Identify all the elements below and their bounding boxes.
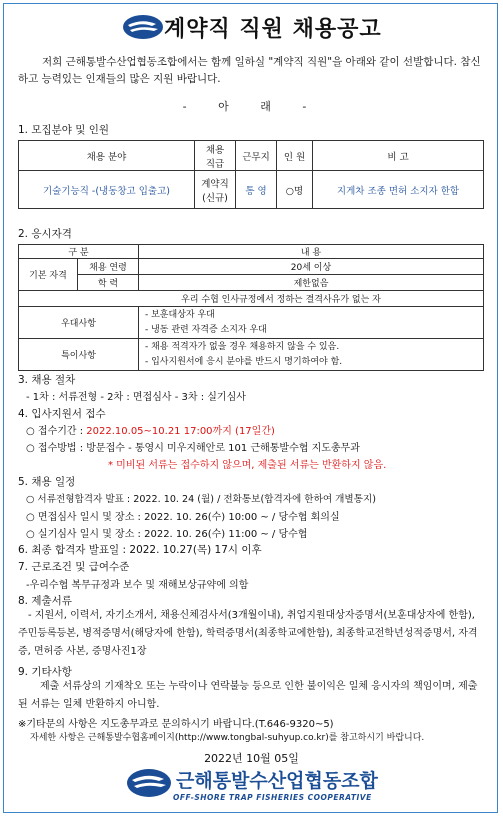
conditions-line: -우리수협 복무규정과 보수 및 재해보상규약에 의함 bbox=[26, 580, 249, 591]
pref-label: 우대사항 bbox=[19, 307, 139, 339]
edu-label: 학 력 bbox=[78, 275, 139, 291]
age-label: 채용 연령 bbox=[78, 259, 139, 275]
section-6-title: 6. 최종 합격자 발표일 : 2022. 10.27(목) 17시 이후 bbox=[18, 544, 262, 556]
section-9-title: 9. 기타사항 bbox=[18, 666, 72, 678]
fish-logo-icon bbox=[122, 14, 164, 40]
period-value: 2022.10.05~10.21 17:00까지 (17일간) bbox=[86, 426, 275, 437]
website-line: 자세한 사항은 근해통발수협홈페이지(http://www.tongbal-suhyup.co.kr)를 참고하시기 바랍니다. bbox=[30, 733, 425, 743]
title-row bbox=[4, 8, 499, 46]
header-naeyong: 내 용 bbox=[139, 245, 484, 259]
header-note: 비 고 bbox=[313, 141, 484, 171]
org-fish-icon bbox=[126, 768, 172, 798]
header-count: 인 원 bbox=[277, 141, 313, 171]
issue-date: 2022년 10월 05일 bbox=[204, 752, 299, 765]
special-content bbox=[139, 339, 484, 371]
pref-content bbox=[139, 307, 484, 339]
organization-logo bbox=[126, 766, 386, 816]
page-title: 계약직 직원 채용공고 bbox=[164, 17, 382, 42]
document-frame bbox=[3, 3, 498, 813]
period-line bbox=[26, 422, 275, 437]
header-rank: 채용 직급 bbox=[195, 141, 236, 171]
qualification-table bbox=[18, 244, 484, 371]
org-english-name: OFF-SHORE TRAP FISHERIES COOPERATIVE bbox=[173, 793, 372, 802]
header-field: 채용 분야 bbox=[19, 141, 195, 171]
edu-value: 제한없음 bbox=[139, 275, 484, 291]
section-2-title: 2. 응시자격 bbox=[18, 228, 72, 240]
pref-item-2: - 냉동 관련 자격증 소지자 우대 bbox=[145, 324, 267, 335]
special-label: 특이사항 bbox=[19, 339, 139, 371]
section-4-title: 4. 입사지원서 접수 bbox=[18, 408, 106, 420]
cell-count: ○명 bbox=[277, 171, 313, 209]
procedure-line: - 1차 : 서류전형 - 2차 : 면접심사 - 3차 : 실기심사 bbox=[26, 392, 246, 403]
special-item-2: - 입사지원서에 응시 분야를 반드시 명기하여야 함. bbox=[145, 356, 343, 367]
intro-paragraph: 저희 근해통발수산업협동조합에서는 함께 일하실 "계약직 직원"을 아래와 같이 선발합니다. 참신하고 능력있는 인재들의 많은 지원 바랍니다. bbox=[18, 56, 481, 85]
pref-item-1: - 보훈대상자 우대 bbox=[145, 309, 215, 320]
warning-line: * 미비된 서류는 접수하지 않으며, 제출된 서류는 반환하지 않음. bbox=[108, 460, 387, 471]
schedule-line-1: ○ 서류전형합격자 발표 : 2022. 10. 24 (월) / 전화통보(합격자에 한하여 개별통지) bbox=[26, 494, 376, 505]
cell-workplace: 통 영 bbox=[236, 171, 277, 209]
section-1-title: 1. 모집분야 및 인원 bbox=[18, 124, 110, 136]
age-value: 20세 이상 bbox=[139, 259, 484, 275]
contact-line: ※기타문의 사항은 지도총무과로 문의하시기 바랍니다.(T.646-9320~5) bbox=[18, 719, 334, 730]
header-workplace: 근무지 bbox=[236, 141, 277, 171]
schedule-line-3: ○ 실기심사 일시 및 장소 : 2022. 10. 26(수) 11:00 ~ / 당수협 bbox=[26, 529, 308, 540]
basic-note: 우리 수협 인사규정에서 정하는 결격사유가 없는 자 bbox=[19, 291, 484, 307]
schedule-line-2: ○ 면접심사 일시 및 장소 : 2022. 10. 26(수) 10:00 ~ / 당수협 회의실 bbox=[26, 512, 340, 523]
header-gubun: 구 분 bbox=[19, 245, 139, 259]
basic-label: 기본 자격 bbox=[19, 259, 78, 291]
cell-rank: 계약직 (신규) bbox=[195, 171, 236, 209]
section-5-title: 5. 채용 일정 bbox=[18, 476, 76, 488]
cell-field: 기술기능직 -(냉동창고 입출고) bbox=[19, 171, 195, 209]
org-name: 근해통발수산업협동조합 bbox=[176, 770, 378, 792]
documents-paragraph: - 지원서, 이력서, 자기소개서, 채용신체검사서(3개월이내), 취업지원대상자증명서(보훈대상자에 한함), 주민등록등본, 병적증명서(해당자에 한함), 학력증명서(최종학교에한함), 최종학교전학년성적증명서, 자격증, 면허증 사본, 증명사진1장 bbox=[18, 610, 478, 657]
method-line: ○ 접수방법 : 방문접수 - 통영시 미우지해안로 101 근해통발수협 지도총무과 bbox=[26, 443, 360, 454]
cell-note: 지게차 조종 면허 소지자 한함 bbox=[313, 171, 484, 209]
special-item-1: - 채용 적격자가 없을 경우 채용하지 않을 수 있음. bbox=[145, 341, 340, 352]
recruit-table bbox=[18, 140, 484, 209]
misc-paragraph: 제출 서류상의 기재착오 또는 누락이나 연락불능 등으로 인한 불이익은 일체 응시자의 책임이며, 제출된 서류는 일체 반환하지 아니함. bbox=[18, 681, 478, 710]
section-3-title: 3. 채용 절차 bbox=[18, 374, 76, 386]
section-8-title: 8. 제출서류 bbox=[18, 595, 72, 607]
period-label: ○ 접수기간 : bbox=[26, 426, 87, 437]
below-heading: - 아 래 - bbox=[182, 100, 321, 113]
section-7-title: 7. 근로조건 및 급여수준 bbox=[18, 561, 130, 573]
